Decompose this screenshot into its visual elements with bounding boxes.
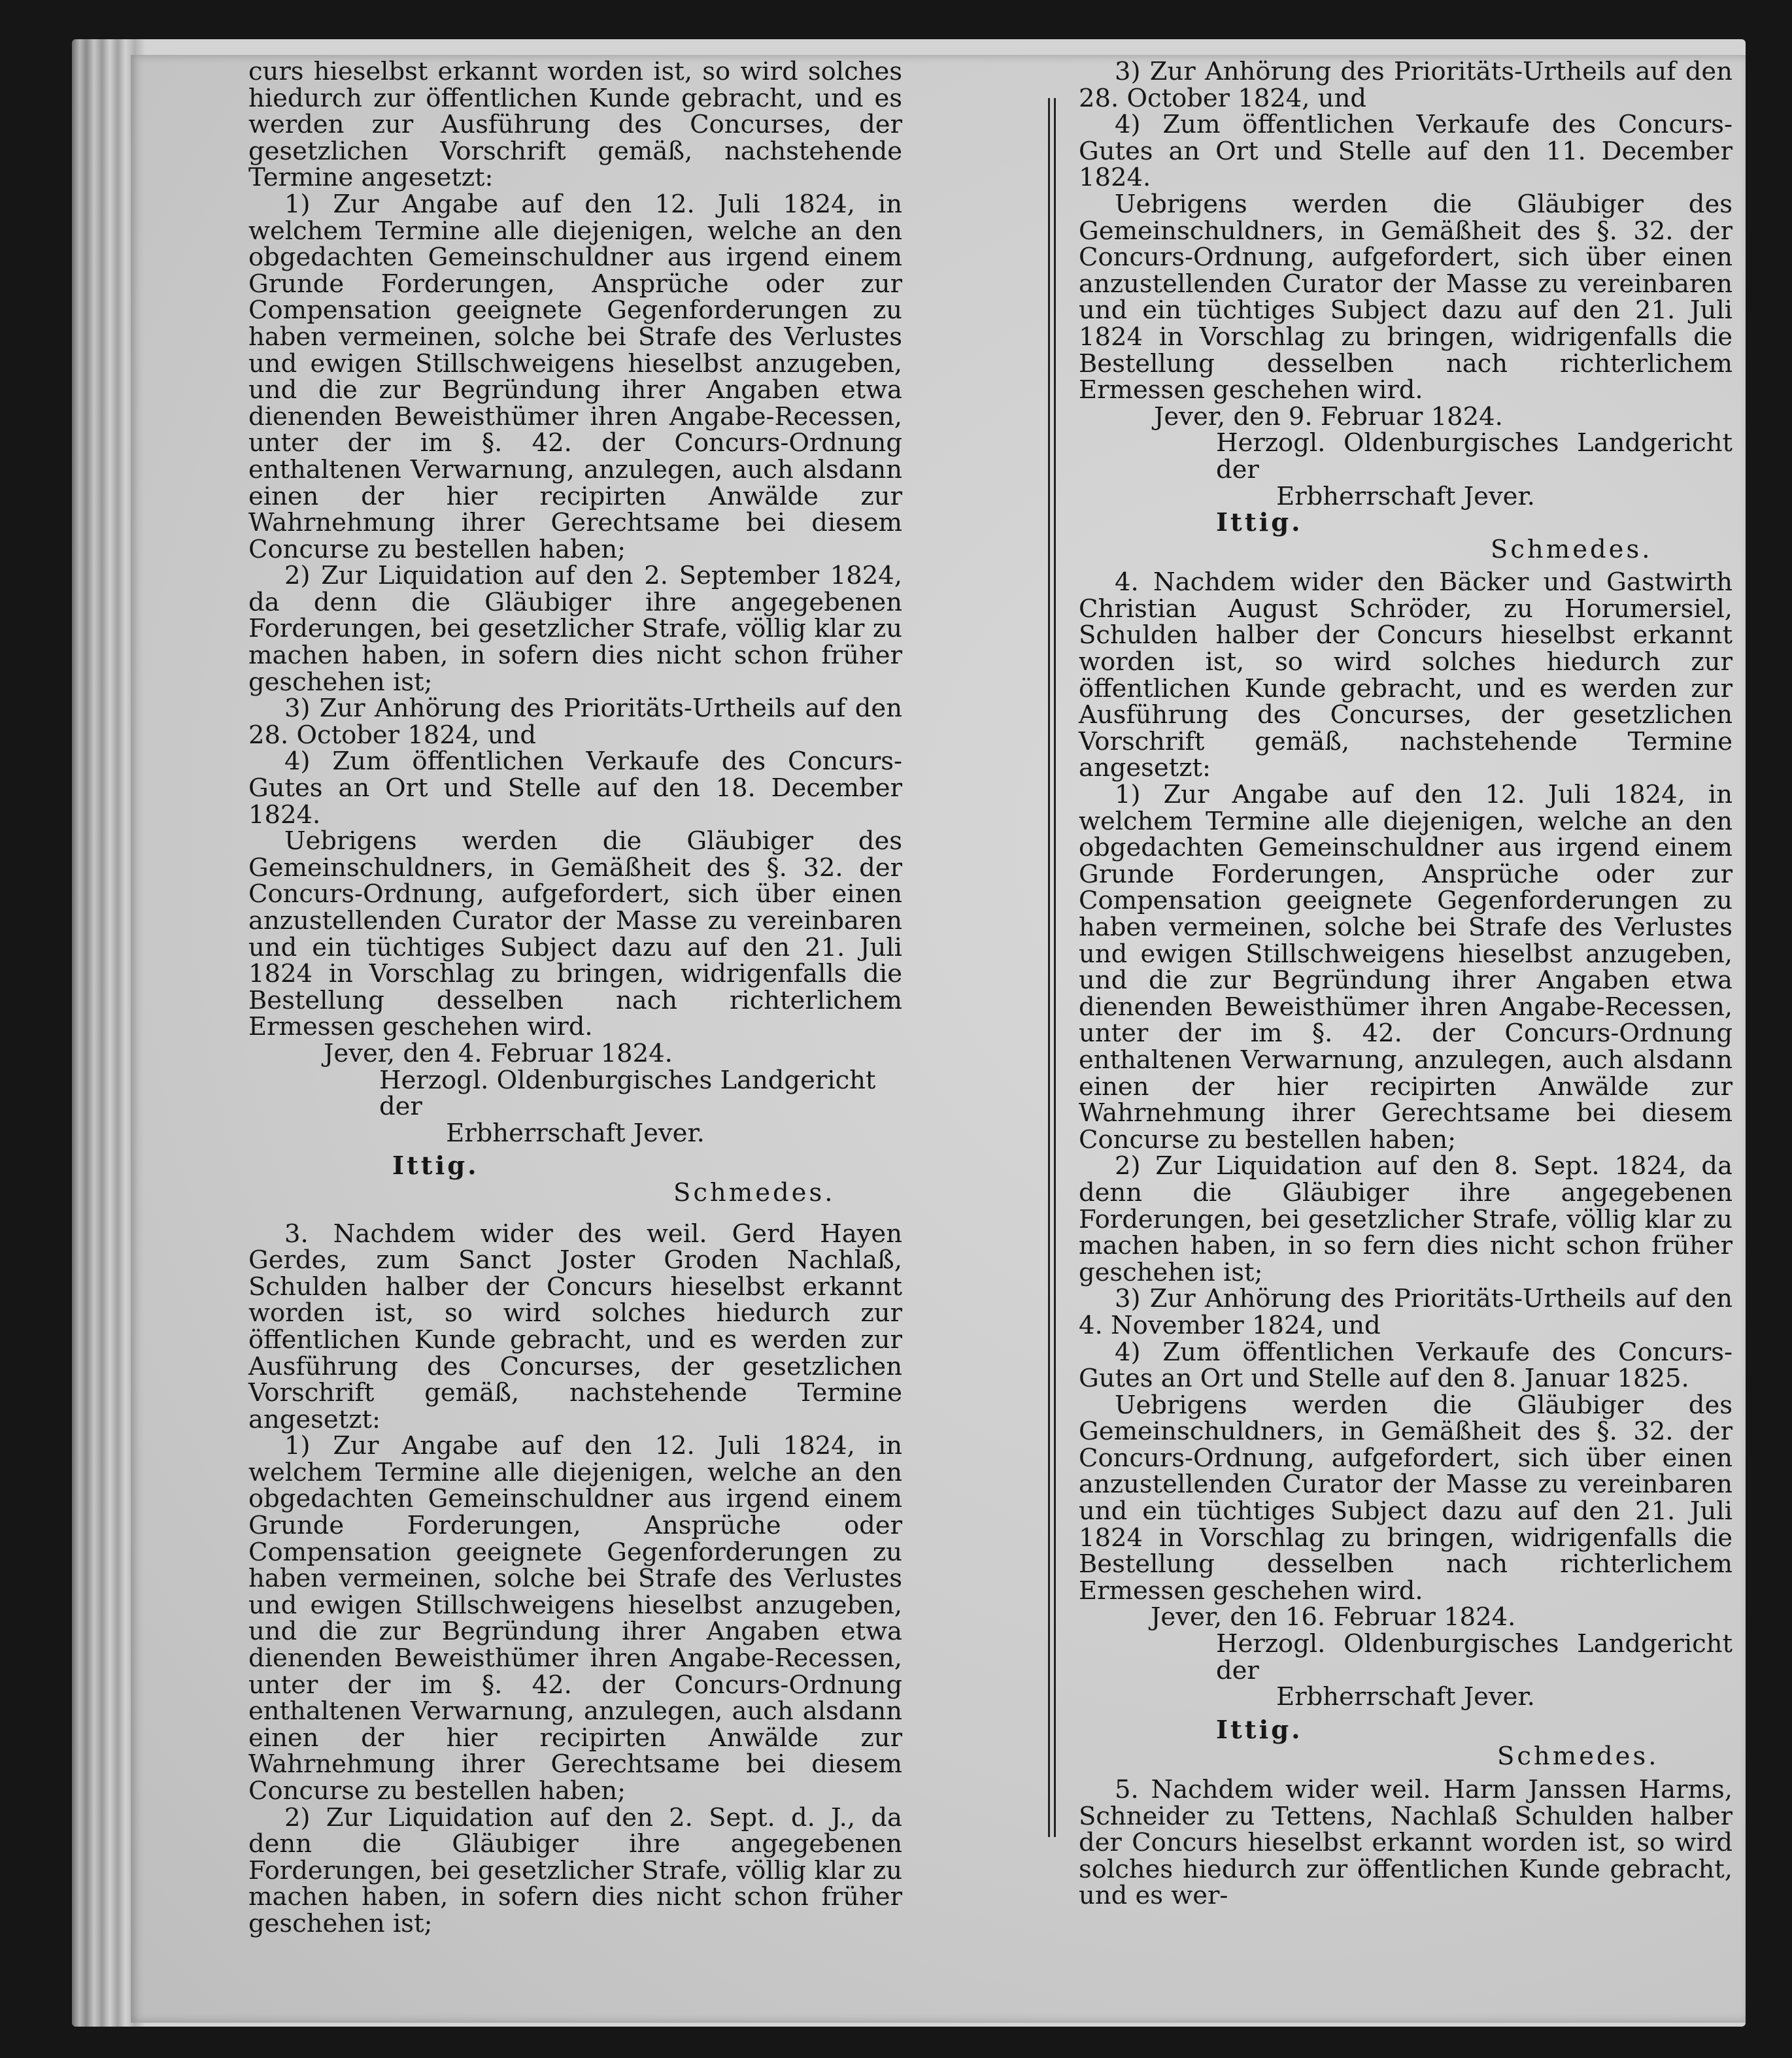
clerk-name: Schmedes.: [673, 1177, 836, 1207]
right-column: [1079, 59, 1733, 1910]
term-item: 4) Zum öffentlichen Verkaufe des Concurs-Gutes an Ort und Stelle auf den 8. Januar 1825.: [1079, 1337, 1733, 1394]
column-divider: [1048, 98, 1056, 1837]
term-item: 2) Zur Liquidation auf den 8. Sept. 1824, da denn die Gläubiger ihre angegebenen Forderungen, bei gesetzlicher Strafe, völlig klar zu machen haben, in so fern dies nicht schon früher geschehen ist;: [1079, 1151, 1733, 1287]
paragraph: Uebrigens werden die Gläubiger des Gemeinschuldners, in Gemäßheit des §. 32. der Concurs-Ordnung, aufgefordert, sich über einen anzustellenden Curator der Masse zu vereinbaren und ein tüchtiges Subject dazu auf den 21. Juli 1824 in Vorschlag zu bringen, widrigenfalls die Bestellung desselben nach richterlichem Ermessen geschehen wird.: [1079, 189, 1733, 405]
paragraph: 4. Nachdem wider den Bäcker und Gastwirth Christian August Schröder, zu Horumersiel, Schulden halber der Concurs hieselbst erkannt worden ist, so wird solches hiedurch zur öffentlichen Kunde gebracht, und es werden zur Ausführung des Concurses, der gesetzlichen Vorschrift gemäß, nachstehende Termine angesetzt:: [1079, 567, 1733, 783]
paragraph: Uebrigens werden die Gläubiger des Gemeinschuldners, in Gemäßheit des §. 32. der Concurs-Ordnung, aufgefordert, sich über einen anzustellenden Curator der Masse zu vereinbaren und ein tüchtiges Subject dazu auf den 21. Juli 1824 in Vorschlag zu bringen, widrigenfalls die Bestellung desselben nach richterlichem Ermessen geschehen wird.: [1079, 1390, 1733, 1606]
term-item: 1) Zur Angabe auf den 12. Juli 1824, in welchem Termine alle diejenigen, welche an den obgedachten Gemeinschuldner aus irgend einem Grunde Forderungen, Ansprüche oder zur Compensation geeignete Gegenforderungen zu haben vermeinen, solche bei Strafe des Verlustes und ewigen Stillschweigens hieselbst anzugeben, und die zur Begründung ihrer Angaben etwa dienenden Beweisthümer ihren Angabe-Recessen, unter der im §. 42. der Concurs-Ordnung enthaltenen Verwarnung, anzulegen, auch alsdann einen der hier recipirten Anwälde zur Wahrnehmung ihrer Gerechtsame bei diesem Concurse zu bestellen haben;: [1079, 780, 1733, 1155]
term-item: 2) Zur Liquidation auf den 2. Sept. d. J., da denn die Gläubiger ihre angegebenen Forderungen, bei gesetzlicher Strafe, völlig klar zu machen haben, in sofern dies nicht schon früher geschehen ist;: [248, 1802, 902, 1938]
paragraph: curs hieselbst erkannt worden ist, so wird solches hiedurch zur öffentlichen Kunde gebracht, und es werden zur Ausführung des Concurses, der gesetzlichen Vorschrift gemäß, nachstehende Termine angesetzt:: [248, 57, 902, 193]
term-item: 1) Zur Angabe auf den 12. Juli 1824, in welchem Termine alle diejenigen, welche an den obgedachten Gemeinschuldner aus irgend einem Grunde Forderungen, Ansprüche oder Compensation geeignete Gegenforderungen zu haben vermeinen, solche bei Strafe des Verlustes und ewigen Stillschweigens hieselbst anzugeben, und die zur Begründung ihrer Angaben etwa dienenden Beweisthümer ihren Angabe-Recessen, unter der im §. 42. der Concurs-Ordnung enthaltenen Verwarnung, anzulegen, auch alsdann einen der hier recipirten Anwälde zur Wahrnehmung ihrer Gerechtsame bei diesem Concurse zu bestellen haben;: [248, 1431, 902, 1806]
term-item: 4) Zum öffentlichen Verkaufe des Concurs-Gutes an Ort und Stelle auf den 18. December 1824.: [248, 747, 902, 830]
court-line: Herzogl. Oldenburgisches Landgericht der: [1216, 428, 1733, 484]
term-item: 2) Zur Liquidation auf den 2. September 1824, da denn die Gläubiger ihre angegebenen Forderungen, bei gesetzlicher Strafe, völlig klar zu machen haben, in sofern dies nicht schon früher geschehen ist;: [248, 561, 902, 697]
court-line: Erbherrschaft Jever.: [446, 1118, 705, 1148]
paragraph: 5. Nachdem wider weil. Harm Janssen Harms, Schneider zu Tettens, Nachlaß Schulden halber der Concurs hieselbst erkannt worden ist, so wird solches hiedurch zur öffentlichen Kunde gebracht, und es wer-: [1079, 1775, 1733, 1911]
term-item: 1) Zur Angabe auf den 12. Juli 1824, in welchem Termine alle diejenigen, welche an den obgedachten Gemeinschuldner aus irgend einem Grunde Forderungen, Ansprüche oder zur Compensation geeignete Gegenforderungen zu haben vermeinen, solche bei Strafe des Verlustes und ewigen Stillschweigens hieselbst anzugeben, und die zur Begründung ihrer Angaben etwa dienenden Beweisthümer ihren Angabe-Recessen, unter der im §. 42. der Concurs-Ordnung enthaltenen Verwarnung, anzulegen, auch alsdann einen der hier recipirten Anwälde zur Wahrnehmung ihrer Gerechtsame bei diesem Concurse zu bestellen haben;: [248, 189, 902, 564]
date-line: Jever, den 4. Februar 1824.: [324, 1038, 673, 1068]
signature-name: Ittig.: [392, 1151, 479, 1181]
clerk-name: Schmedes.: [1491, 534, 1653, 564]
signature-name: Ittig.: [1216, 1715, 1303, 1745]
left-column: [248, 59, 902, 1938]
court-line: Erbherrschaft Jever.: [1276, 1682, 1535, 1712]
court-line: Herzogl. Oldenburgisches Landgericht der: [379, 1065, 876, 1122]
term-item: 3) Zur Anhörung des Prioritäts-Urtheils auf den 28. October 1824, und: [248, 694, 902, 750]
term-item: 3) Zur Anhörung des Prioritäts-Urtheils auf den 4. November 1824, und: [1079, 1284, 1733, 1340]
paragraph: Uebrigens werden die Gläubiger des Gemeinschuldners, in Gemäßheit des §. 32. der Concurs-Ordnung, aufgefordert, sich über einen anzustellenden Curator der Masse zu vereinbaren und ein tüchtiges Subject dazu auf den 21. Juli 1824 in Vorschlag zu bringen, widrigenfalls die Bestellung desselben nach richterlichem Ermessen geschehen wird.: [248, 826, 902, 1042]
court-line: Erbherrschaft Jever.: [1276, 481, 1535, 511]
paragraph: 3. Nachdem wider des weil. Gerd Hayen Gerdes, zum Sanct Joster Groden Nachlaß, Schulden halber der Concurs hieselbst erkannt worden ist, so wird solches hiedurch zur öffentlichen Kunde gebracht, und es werden zur Ausführung des Concurses, der gesetzlichen Vorschrift gemäß, nachstehende Termine angesetzt:: [248, 1219, 902, 1434]
date-line: Jever, den 9. Februar 1824.: [1154, 401, 1503, 431]
term-item: 4) Zum öffentlichen Verkaufe des Concurs-Gutes an Ort und Stelle auf den 11. December 1824.: [1079, 110, 1733, 193]
signature-name: Ittig.: [1216, 508, 1303, 538]
clerk-name: Schmedes.: [1497, 1742, 1659, 1772]
date-line: Jever, den 16. Februar 1824.: [1151, 1602, 1516, 1632]
court-line: Herzogl. Oldenburgisches Landgericht der: [1216, 1629, 1733, 1685]
term-item: 3) Zur Anhörung des Prioritäts-Urtheils auf den 28. October 1824, und: [1079, 57, 1733, 113]
